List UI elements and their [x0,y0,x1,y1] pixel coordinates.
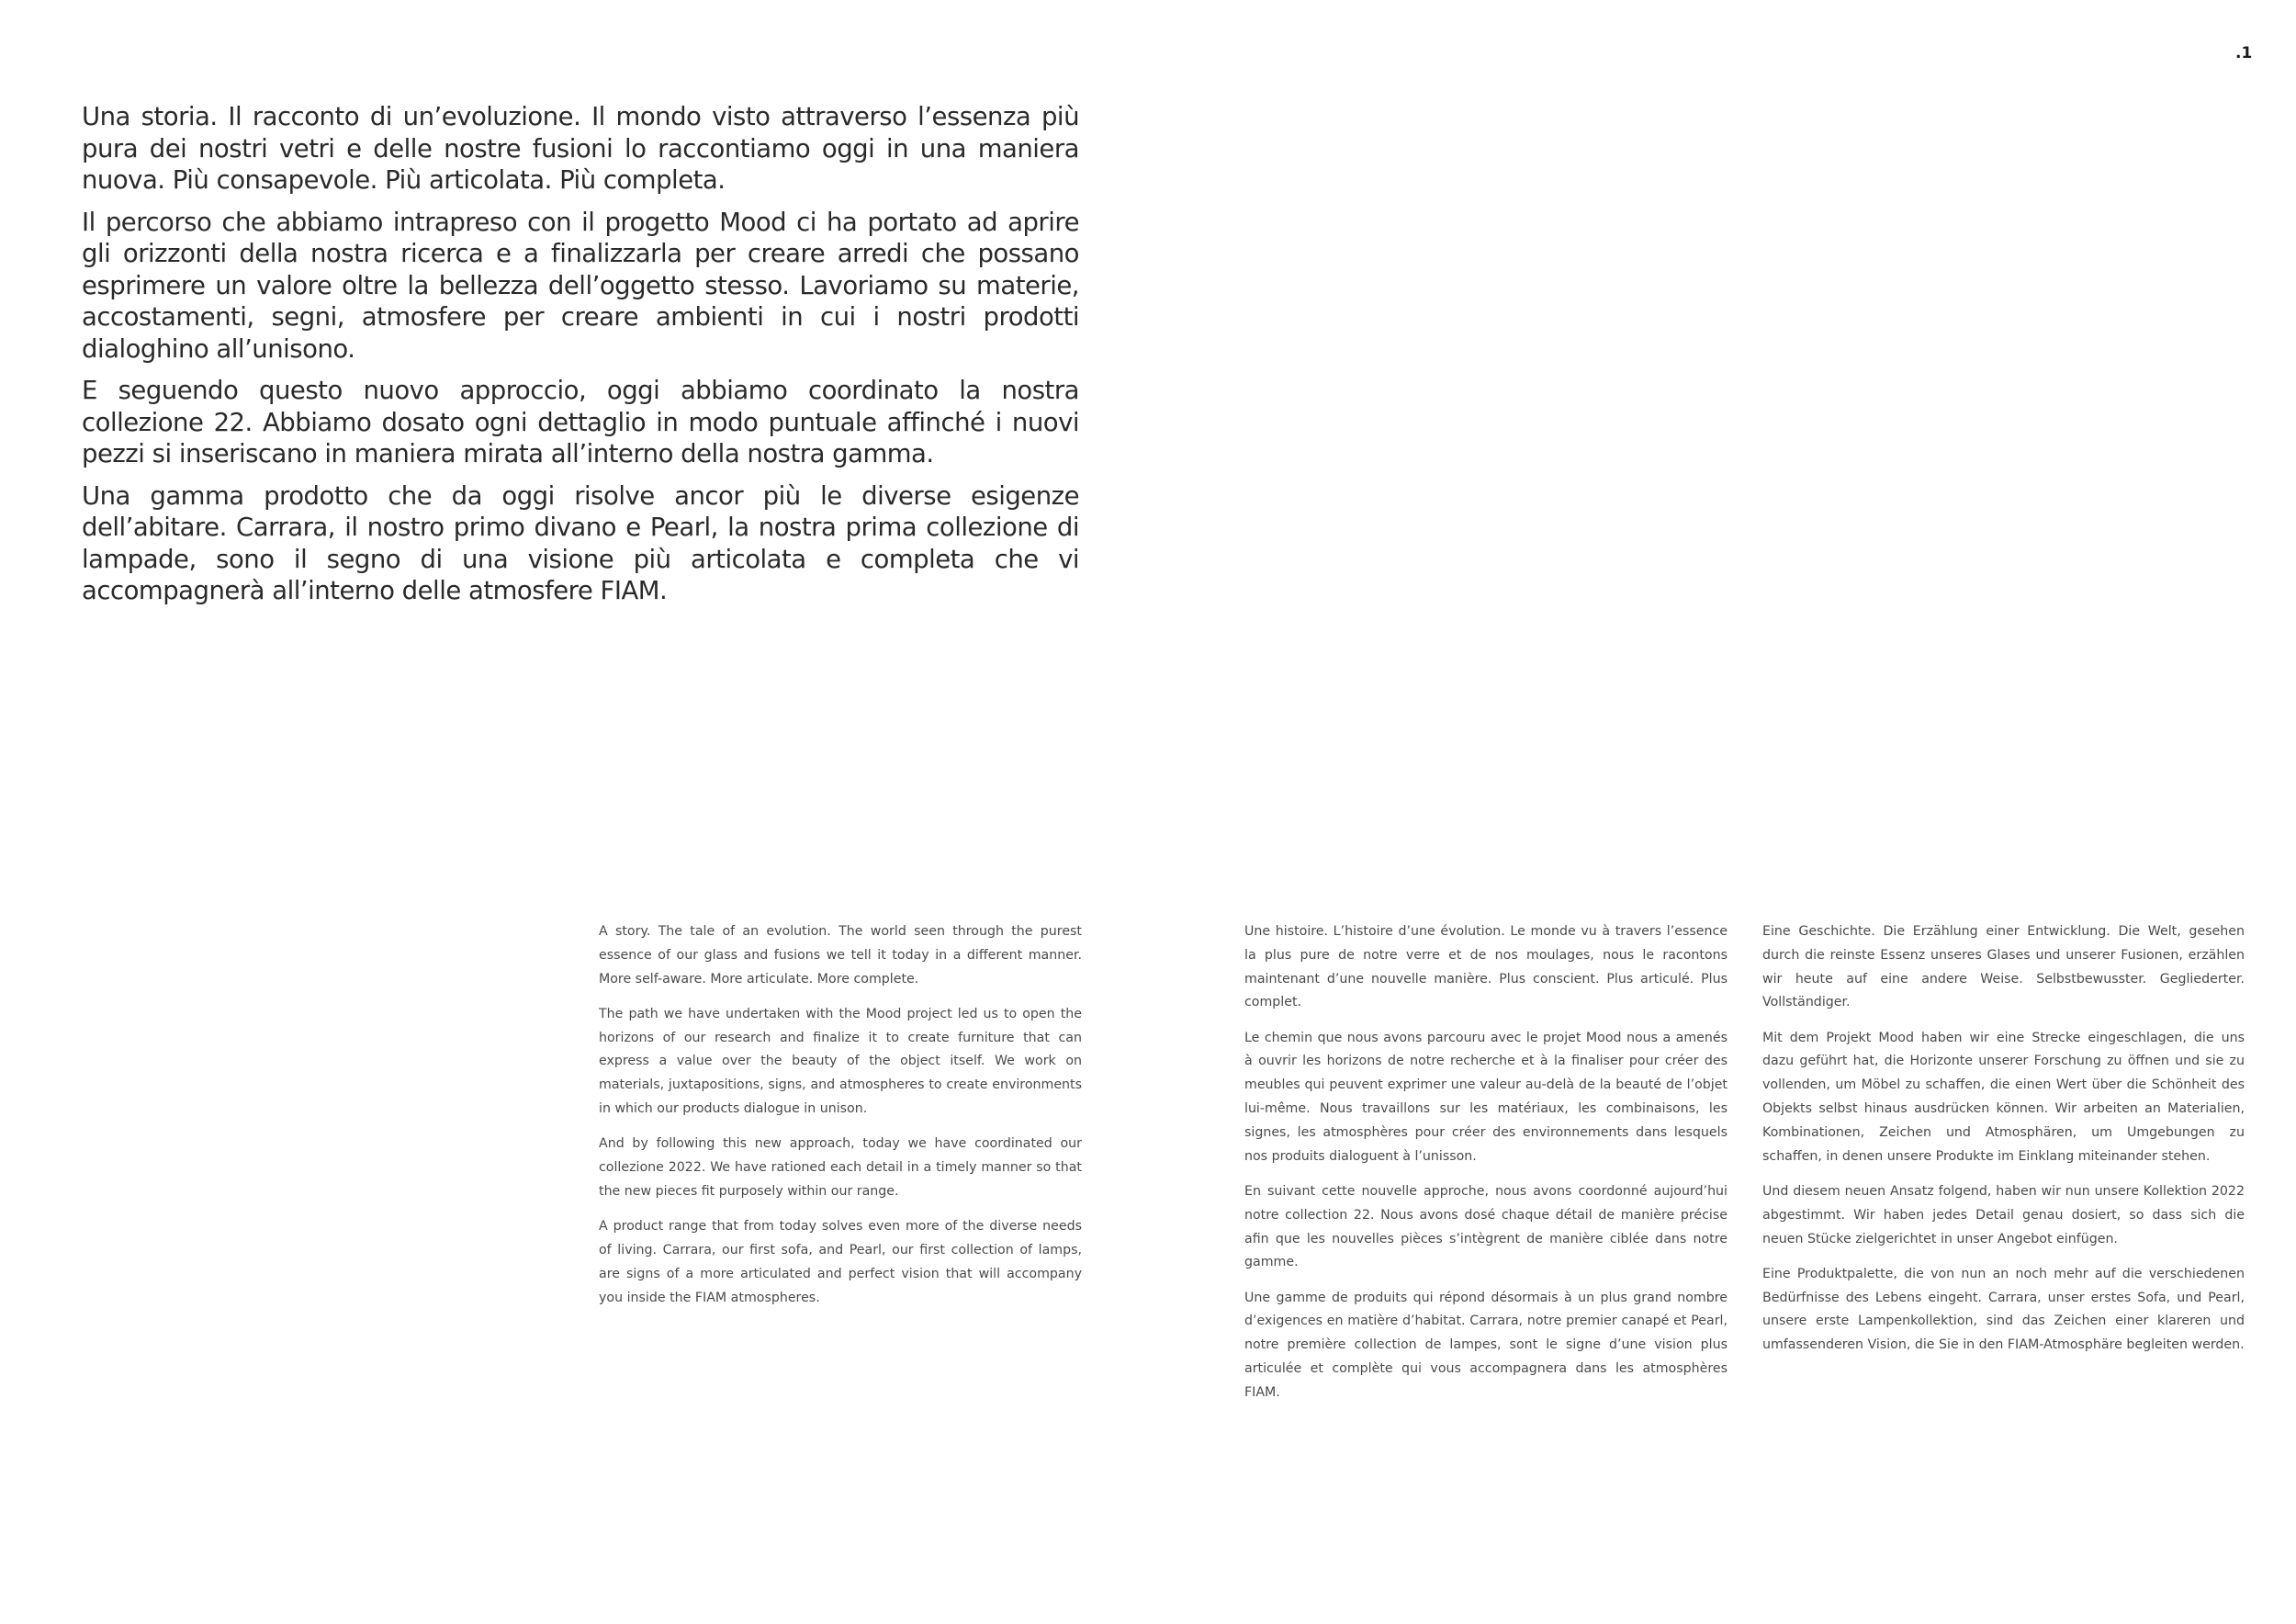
intro-paragraph: Una storia. Il racconto di un’evoluzione. Il mondo visto attraverso l’essenza più pura dei nostri vetri e delle nostre fusioni lo raccontiamo oggi in una maniera nuova. Più consapevole. Più articolata. Più completa. [82,102,1079,195]
intro-text-italian [82,101,1079,617]
text-column-english [599,920,1082,1322]
english-paragraph: The path we have undertaken with the Mood project led us to open the horizons of our research and finalize it to create furniture that can express a value over the beauty of the object itself. We work on materials, juxtapositions, signs, and atmospheres to create environments in which our products dialogue in unison. [599,1006,1082,1117]
intro-paragraph: Il percorso che abbiamo intrapreso con il progetto Mood ci ha portato ad aprire gli orizzonti della nostra ricerca e a finalizzarla per creare arredi che possano esprimere un valore oltre la bellezza dell’oggetto stesso. Lavoriamo su materie, accostamenti, segni, atmosfere per creare ambienti in cui i nostri prodotti dialoghino all’unisono. [82,207,1079,364]
french-paragraph: En suivant cette nouvelle approche, nous avons coordonné aujourd’hui notre collection 22. Nous avons dosé chaque détail de manière précise afin que les nouvelles pièces s’intègrent de manière ciblée dans notre gamme. [1244,1183,1728,1270]
english-paragraph: A story. The tale of an evolution. The world seen through the purest essence of our glass and fusions we tell it today in a different manner. More self-aware. More articulate. More complete. [599,924,1082,987]
english-paragraph: A product range that from today solves even more of the diverse needs of living. Carrara, our first sofa, and Pearl, our first collection of lamps, are signs of a more articulated and perfect vision that will accompany you inside the FIAM atmospheres. [599,1219,1082,1305]
french-paragraph: Une histoire. L’histoire d’une évolution. Le monde vu à travers l’essence la plus pure de notre verre et de nos moulages, nous le racontons maintenant d’une nouvelle manière. Plus conscient. Plus articulé. Plus complet. [1244,924,1728,1010]
page-number: .1 [2235,44,2253,62]
french-paragraph: Une gamme de produits qui répond désormais à un plus grand nombre d’exigences en matière d’habitat. Carrara, notre premier canapé et Pearl, notre première collection de lampes, sont le signe d’une vision plus articulée et complète qui vous accompagnera dans les atmosphères FIAM. [1244,1290,1728,1400]
text-column-german [1762,920,2245,1370]
intro-paragraph: E seguendo questo nuovo approccio, oggi abbiamo coordinato la nostra collezione 22. Abbiamo dosato ogni dettaglio in modo puntuale affinché i nuovi pezzi si inseriscano in maniera mirata all’interno della nostra gamma. [82,376,1079,468]
german-paragraph: Und diesem neuen Ansatz folgend, haben wir nun unsere Kollektion 2022 abgestimmt. Wir haben jedes Detail genau dosiert, so dass sich die neuen Stücke zielgerichtet in unser Angebot einfügen. [1762,1183,2245,1246]
intro-paragraph: Una gamma prodotto che da oggi risolve ancor più le diverse esigenze dell’abitare. Carrara, il nostro primo divano e Pearl, la nostra prima collezione di lampade, sono il segno di una visione più articolata e completa che vi accompagnerà all’interno delle atmosfere FIAM. [82,480,1079,605]
text-column-french [1244,920,1728,1416]
german-paragraph: Eine Geschichte. Die Erzählung einer Entwicklung. Die Welt, gesehen durch die reinste Essenz unseres Glases und unserer Fusionen, erzählen wir heute auf eine andere Weise. Selbstbewusster. Gegliederter. Vollständiger. [1762,924,2245,1010]
german-paragraph: Eine Produktpalette, die von nun an noch mehr auf die verschiedenen Bedürfnisse des Lebens eingeht. Carrara, unser erstes Sofa, und Pearl, unsere erste Lampenkollektion, sind das Zeichen einer klareren und umfassenderen Vision, die Sie in den FIAM-Atmosphäre begleiten werden. [1762,1266,2245,1353]
english-paragraph: And by following this new approach, today we have coordinated our collezione 2022. We have rationed each detail in a timely manner so that the new pieces fit purposely within our range. [599,1136,1082,1199]
german-paragraph: Mit dem Projekt Mood haben wir eine Strecke eingeschlagen, die uns dazu geführt hat, die Horizonte unserer Forschung zu öffnen und sie zu vollenden, um Möbel zu schaffen, die einen Wert über die Schönheit des Objekts selbst hinaus ausdrücken können. Wir arbeiten an Materialien, Kombinationen, Zeichen und Atmosphären, um Umgebungen zu schaffen, in denen unsere Produkte im Einklang miteinander stehen. [1762,1030,2245,1164]
french-paragraph: Le chemin que nous avons parcouru avec le projet Mood nous a amenés à ouvrir les horizons de notre recherche et à la finaliser pour créer des meubles qui peuvent exprimer une valeur au-delà de la beauté de l’objet lui-même. Nous travaillons sur les matériaux, les combinaisons, les signes, les atmosphères pour créer des environnements dans lesquels nos produits dialoguent à l’unisson. [1244,1030,1728,1164]
